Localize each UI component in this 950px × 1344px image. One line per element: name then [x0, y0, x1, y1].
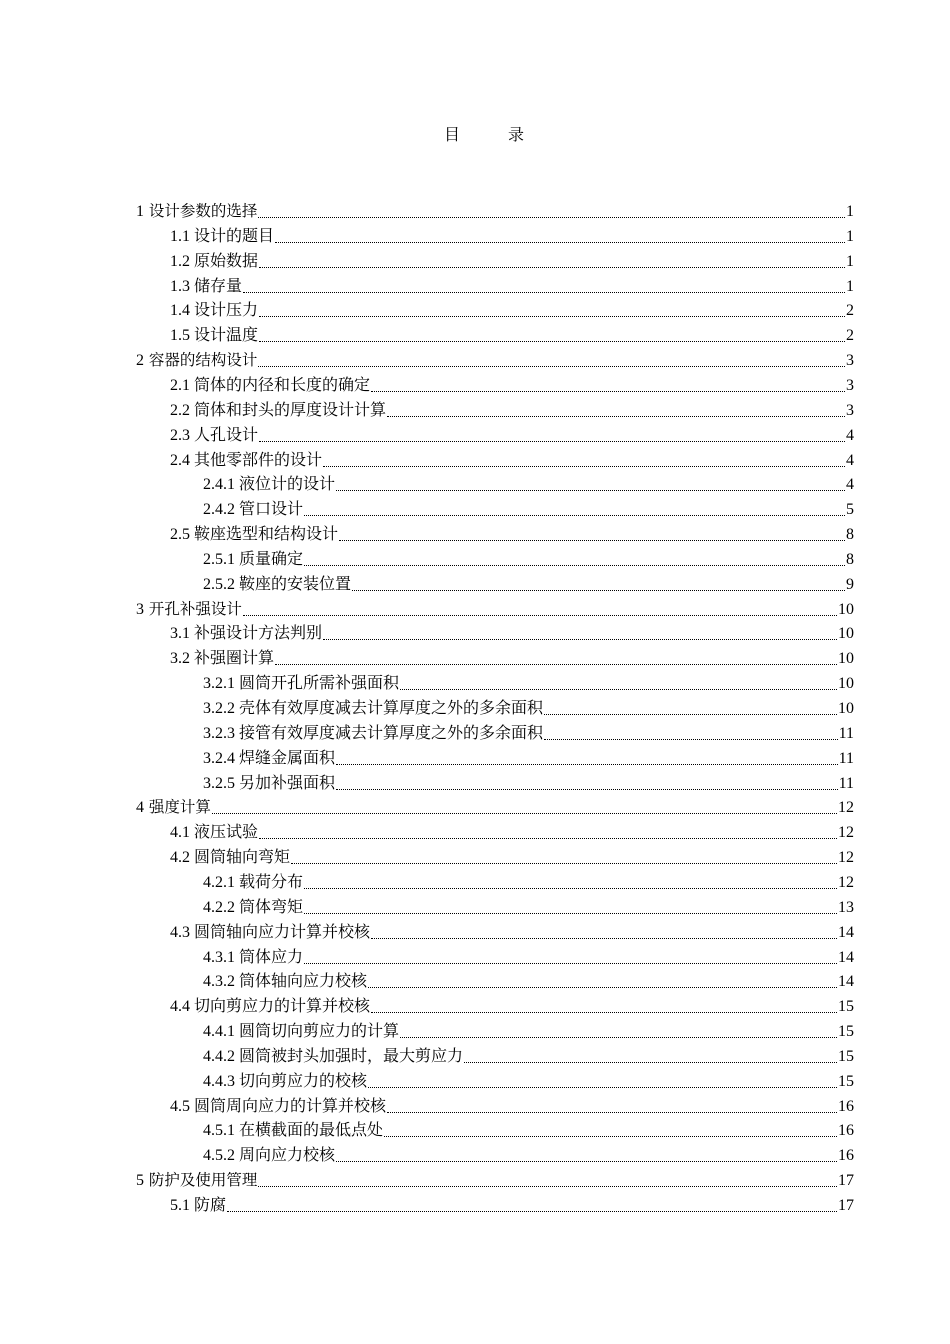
toc-dot-leader	[275, 234, 845, 243]
toc-entry[interactable]	[136, 1166, 854, 1191]
toc-dot-leader	[368, 1079, 837, 1088]
toc-entry[interactable]	[170, 918, 854, 943]
toc-entry-text: 鞍座的安装位置	[235, 575, 352, 593]
toc-entry[interactable]	[170, 992, 854, 1017]
toc-entry-title	[203, 873, 303, 893]
toc-page-number: 12	[838, 824, 854, 842]
toc-entry-text: 其他零部件的设计	[190, 451, 323, 469]
toc-entry[interactable]	[170, 818, 854, 843]
toc-entry[interactable]	[170, 396, 854, 421]
toc-entry-number: 4.4.1	[203, 1023, 235, 1041]
toc-page-number: 16	[838, 1097, 854, 1115]
toc-dot-leader	[304, 880, 837, 889]
toc-entry-text: 接管有效厚度减去计算厚度之外的多余面积	[235, 724, 544, 742]
toc-entry-number: 4.2.1	[203, 873, 235, 891]
toc-dot-leader	[291, 855, 837, 864]
toc-entry-number: 4.2.2	[203, 898, 235, 916]
toc-dot-leader	[259, 333, 845, 342]
toc-entry[interactable]	[203, 744, 854, 769]
toc-entry[interactable]	[203, 470, 854, 495]
toc-entry-title	[170, 1196, 226, 1216]
toc-entry-title	[170, 277, 242, 297]
toc-entry-title	[203, 972, 367, 992]
toc-entry-title	[170, 525, 338, 545]
toc-dot-leader	[387, 408, 845, 417]
toc-entry-number: 3	[136, 600, 144, 618]
toc-entry-title	[170, 848, 290, 868]
toc-entry[interactable]	[170, 619, 854, 644]
toc-page-number: 3	[846, 352, 854, 370]
toc-entry[interactable]	[203, 1141, 854, 1166]
toc-entry-title	[170, 426, 258, 446]
toc-entry-text: 开孔补强设计	[144, 599, 242, 618]
toc-entry-text: 筒体和封头的厚度设计计算	[190, 401, 387, 419]
toc-page-number: 1	[846, 227, 854, 245]
toc-page-number: 4	[846, 426, 854, 444]
toc-page-number: 14	[838, 948, 854, 966]
toc-entry-number: 2.3	[170, 426, 190, 444]
toc-page-number: 15	[838, 998, 854, 1016]
toc-dot-leader	[400, 1029, 837, 1038]
toc-page-number: 1	[846, 252, 854, 270]
toc-entry-text: 防腐	[190, 1197, 227, 1214]
toc-entry[interactable]	[136, 197, 854, 222]
toc-dot-leader	[304, 955, 837, 964]
toc-entry-number: 2.5	[170, 526, 190, 544]
toc-entry[interactable]	[203, 893, 854, 918]
toc-entry[interactable]	[170, 520, 854, 545]
toc-entry-text: 管口设计	[235, 501, 304, 519]
toc-entry-number: 4.1	[170, 824, 190, 842]
toc-entry-number: 5.1	[170, 1197, 190, 1214]
toc-entry[interactable]	[170, 843, 854, 868]
toc-dot-leader	[259, 830, 837, 839]
toc-entry[interactable]	[170, 272, 854, 297]
toc-entry-number: 3.2.4	[203, 749, 235, 767]
toc-page-number: 3	[846, 401, 854, 419]
toc-page-number: 10	[838, 650, 854, 668]
toc-entry-title	[170, 624, 322, 644]
toc-entry-number: 2.5.2	[203, 575, 235, 593]
toc-entry-title	[170, 252, 258, 272]
toc-dot-leader	[243, 607, 837, 616]
toc-entry-text: 液位计的设计	[235, 476, 336, 494]
toc-entry[interactable]	[170, 421, 854, 446]
toc-page-number: 12	[838, 849, 854, 867]
toc-entry-number: 2.1	[170, 376, 190, 394]
toc-entry-number: 4.3.1	[203, 948, 235, 966]
toc-entry[interactable]	[203, 669, 854, 694]
toc-entry-title	[170, 997, 370, 1017]
toc-entry-title	[203, 774, 335, 794]
toc-entry[interactable]	[203, 495, 854, 520]
toc-dot-leader	[387, 1104, 837, 1113]
toc-page-number: 11	[838, 774, 854, 792]
toc-entry-number: 4.4	[170, 998, 190, 1016]
toc-page-number: 17	[838, 1172, 854, 1190]
toc-entry-title	[203, 1022, 399, 1042]
toc-dot-leader	[323, 631, 837, 640]
toc-dot-leader	[259, 259, 845, 268]
toc-entry-text: 在横截面的最低点处	[235, 1122, 384, 1140]
toc-entry-number: 4	[136, 799, 144, 817]
toc-dot-leader	[243, 284, 845, 293]
toc-page-number: 14	[838, 923, 854, 941]
toc-page-number: 2	[846, 327, 854, 345]
toc-dot-leader	[259, 308, 845, 317]
toc-entry-title	[170, 1097, 386, 1117]
toc-page-number: 11	[838, 749, 854, 767]
toc-entry-title	[203, 724, 543, 744]
toc-entry-title	[170, 376, 370, 396]
toc-dot-leader	[304, 507, 845, 516]
toc-entry[interactable]	[170, 222, 854, 247]
toc-page-number: 15	[838, 1023, 854, 1041]
toc-dot-leader	[371, 1004, 837, 1013]
toc-entry-number: 2.2	[170, 401, 190, 419]
toc-entry-text: 筒体轴向应力校核	[235, 973, 368, 991]
toc-entry-text: 强度计算	[144, 798, 211, 817]
toc-entry[interactable]	[203, 943, 854, 968]
toc-entry-text: 圆筒轴向弯矩	[190, 849, 291, 867]
toc-entry-text: 圆筒切向剪应力的计算	[235, 1023, 400, 1041]
toc-entry[interactable]	[203, 719, 854, 744]
toc-entry-text: 切向剪应力的计算并校核	[190, 998, 371, 1016]
toc-entry-title	[203, 1072, 367, 1092]
toc-entry-title	[136, 201, 257, 222]
toc-entry-title	[203, 475, 335, 495]
toc-entry-text: 储存量	[190, 277, 243, 295]
toc-entry-text: 液压试验	[190, 824, 259, 842]
toc-entry[interactable]	[203, 1116, 854, 1141]
toc-entry-title	[203, 500, 303, 520]
toc-entry-text: 圆筒周向应力的计算并校核	[190, 1097, 387, 1115]
toc-entry[interactable]	[170, 321, 854, 346]
toc-dot-leader	[544, 731, 838, 740]
toc-entry-number: 3.2.1	[203, 675, 235, 693]
toc-entry-number: 4.5	[170, 1097, 190, 1115]
toc-entry-number: 3.2.2	[203, 700, 235, 717]
toc-dot-leader	[275, 656, 837, 665]
toc-dot-leader	[212, 805, 837, 814]
toc-entry-text: 圆筒开孔所需补强面积	[235, 675, 400, 693]
toc-entry-number: 3.2.5	[203, 774, 235, 792]
toc-entry-title	[203, 575, 351, 595]
toc-page-number: 10	[838, 700, 854, 717]
toc-entry[interactable]	[203, 1042, 854, 1067]
toc-entry-text: 筒体应力	[235, 948, 304, 966]
toc-page-number: 2	[846, 302, 854, 320]
toc-entry-number: 1.2	[170, 252, 190, 270]
toc-entry-text: 原始数据	[190, 252, 259, 270]
toc-dot-leader	[304, 905, 837, 914]
toc-entry-title	[203, 948, 303, 968]
toc-entry-title	[203, 674, 399, 694]
toc-entry-number: 5	[136, 1172, 144, 1190]
toc-entry-number: 2	[136, 352, 144, 370]
toc-entry-text: 补强设计方法判别	[190, 625, 323, 643]
toc-dot-leader	[259, 433, 845, 442]
toc-entry-number: 2.4.2	[203, 501, 235, 519]
toc-entry-text: 鞍座选型和结构设计	[190, 526, 339, 544]
toc-entry-title	[203, 1146, 335, 1166]
toc-dot-leader	[323, 458, 845, 467]
toc-entry-text: 另加补强面积	[235, 774, 336, 792]
toc-entry-number: 2.4	[170, 451, 190, 469]
toc-page-number: 15	[838, 1072, 854, 1090]
toc-page-number: 15	[838, 1047, 854, 1065]
toc-entry[interactable]	[170, 1191, 854, 1216]
toc-entry[interactable]	[170, 446, 854, 471]
toc-entry[interactable]	[170, 1092, 854, 1117]
toc-page-number: 8	[846, 550, 854, 568]
toc-page-number: 14	[838, 973, 854, 991]
toc-entry-text: 容器的结构设计	[144, 351, 258, 370]
toc-entry[interactable]	[203, 868, 854, 893]
toc-entry[interactable]	[136, 793, 854, 818]
toc-dot-leader	[544, 706, 837, 715]
toc-entry-title	[136, 599, 242, 620]
toc-entry-text: 筒体的内径和长度的确定	[190, 376, 371, 394]
toc-page-number: 3	[846, 376, 854, 394]
toc-entry-title	[170, 823, 258, 843]
toc-entry-title	[203, 898, 303, 918]
toc-dot-leader	[339, 532, 845, 541]
toc-page-number: 10	[838, 625, 854, 643]
toc-entry-text: 载荷分布	[235, 873, 304, 891]
toc-entry-text: 切向剪应力的校核	[235, 1072, 368, 1090]
toc-page-number: 12	[838, 873, 854, 891]
toc-entry-number: 3.2.3	[203, 724, 235, 742]
toc-entry[interactable]	[203, 570, 854, 595]
toc-page-number: 4	[846, 476, 854, 494]
page-title: 目 录	[443, 127, 546, 144]
toc-entry-number: 3.2	[170, 650, 190, 668]
toc-dot-leader	[258, 209, 845, 218]
toc-dot-leader	[336, 756, 838, 765]
toc-entry-text: 周向应力校核	[235, 1147, 336, 1165]
toc-entry-title	[170, 227, 274, 247]
toc-dot-leader	[258, 1178, 837, 1187]
toc-entry[interactable]	[203, 1067, 854, 1092]
toc-entry-text: 圆筒被封头加强时，最大剪应力	[235, 1047, 464, 1065]
toc-entry-title	[170, 451, 322, 471]
toc-page-number: 10	[838, 600, 854, 618]
toc-dot-leader	[304, 557, 845, 566]
toc-entry[interactable]	[136, 595, 854, 620]
toc-entry-number: 1.4	[170, 302, 190, 320]
toc-dot-leader	[227, 1203, 837, 1212]
toc-entry[interactable]	[170, 247, 854, 272]
toc-entry[interactable]	[203, 1017, 854, 1042]
toc-entry[interactable]	[136, 346, 854, 371]
toc-page-number: 1	[846, 203, 854, 220]
toc-entry-title	[136, 1170, 257, 1191]
toc-entry-title	[203, 550, 303, 570]
toc-entry-text: 质量确定	[235, 550, 304, 568]
toc-entry-number: 4.5.2	[203, 1147, 235, 1165]
toc-entry[interactable]	[170, 371, 854, 396]
toc-entry-number: 4.4.2	[203, 1047, 235, 1065]
toc-entry-text: 补强圈计算	[190, 650, 275, 668]
toc-entry[interactable]	[170, 296, 854, 321]
toc-page-number: 13	[838, 898, 854, 916]
toc-entry[interactable]	[203, 545, 854, 570]
toc-entry-number: 4.5.1	[203, 1122, 235, 1140]
toc-entry-text: 壳体有效厚度减去计算厚度之外的多余面积	[235, 700, 544, 717]
toc-entry[interactable]	[203, 694, 854, 719]
toc-entry-number: 1	[136, 203, 144, 220]
toc-dot-leader	[371, 930, 837, 939]
toc-entry-number: 2.4.1	[203, 476, 235, 494]
toc-page-number: 16	[838, 1122, 854, 1140]
toc-entry-title	[203, 1121, 383, 1141]
toc-entry-text: 筒体弯矩	[235, 898, 304, 916]
toc-entry-title	[203, 699, 543, 719]
toc-entry-title	[170, 326, 258, 346]
toc-page-number: 1	[846, 277, 854, 295]
toc-entry-number: 3.1	[170, 625, 190, 643]
toc-entry-title	[170, 649, 274, 669]
toc-entry-number: 4.4.3	[203, 1072, 235, 1090]
toc-dot-leader	[384, 1128, 837, 1137]
toc-page-number: 10	[838, 675, 854, 693]
toc-dot-leader	[352, 582, 845, 591]
toc-page-number: 16	[838, 1147, 854, 1165]
toc-entry-text: 圆筒轴向应力计算并校核	[190, 923, 371, 941]
toc-entry-number: 4.3	[170, 923, 190, 941]
toc-entry-text: 焊缝金属面积	[235, 749, 336, 767]
toc-entry-title	[136, 797, 211, 818]
toc-entry-text: 设计压力	[190, 302, 259, 320]
toc-entry[interactable]	[203, 967, 854, 992]
toc-page-number: 12	[838, 799, 854, 817]
toc-dot-leader	[336, 1153, 837, 1162]
toc-entry-text: 防护及使用管理	[144, 1171, 258, 1190]
toc-dot-leader	[400, 681, 837, 690]
toc-page-number: 4	[846, 451, 854, 469]
toc-entry-number: 2.5.1	[203, 550, 235, 568]
toc-page-number: 8	[846, 526, 854, 544]
toc-entry-text: 设计温度	[190, 327, 259, 345]
toc-page-number: 9	[846, 575, 854, 593]
toc-entry-title	[170, 301, 258, 321]
toc-entry-number: 1.5	[170, 327, 190, 345]
toc-dot-leader	[368, 979, 837, 988]
toc-dot-leader	[464, 1054, 837, 1063]
toc-entry[interactable]	[170, 644, 854, 669]
toc-entry-text: 人孔设计	[190, 426, 259, 444]
toc-entry[interactable]	[203, 769, 854, 794]
toc-dot-leader	[336, 781, 838, 790]
toc-entry-text: 设计的题目	[190, 227, 275, 245]
toc-page-number: 11	[838, 724, 854, 742]
toc-entry-text: 设计参数的选择	[144, 202, 258, 220]
toc-entry-title	[170, 401, 386, 421]
toc-page-number: 17	[838, 1197, 854, 1214]
toc-entry-title	[203, 749, 335, 769]
toc-entry-title	[203, 1047, 463, 1067]
toc-dot-leader	[336, 482, 845, 491]
toc-page-number: 5	[846, 501, 854, 519]
toc-entry-number: 1.3	[170, 277, 190, 295]
toc-entry-number: 1.1	[170, 227, 190, 245]
toc-entry-title	[136, 350, 257, 371]
toc-dot-leader	[371, 383, 845, 392]
toc-entry-number: 4.2	[170, 849, 190, 867]
toc-entry-number: 4.3.2	[203, 973, 235, 991]
toc-entry-title	[170, 923, 370, 943]
toc-dot-leader	[258, 358, 845, 367]
